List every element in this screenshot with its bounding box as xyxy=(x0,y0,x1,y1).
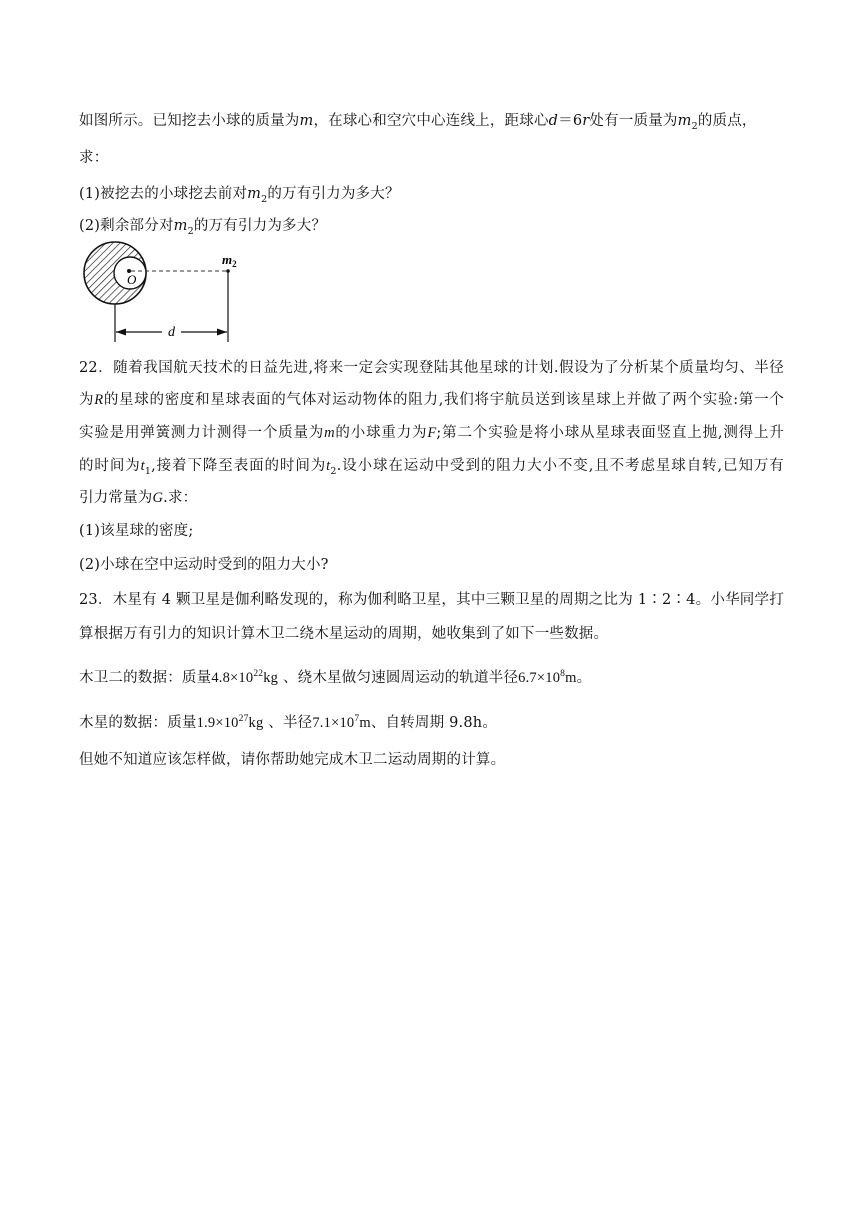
hollow-sphere-figure xyxy=(80,240,250,346)
p23-jupiter-data: 木星的数据：质量$1.9\times 10^{27}kg$ 、半径$7.1\times 10^7m$、自转周期 9.8h。 xyxy=(79,714,498,731)
p21-question-1: (1)被挖去的小球挖去前对$m_2$的万有引力为多大？ xyxy=(79,186,400,205)
p21-question-2: (2)剩余部分对$m_2$的万有引力为多大？ xyxy=(79,218,327,237)
p22-question-2: (2)小球在空中运动时受到的阻力大小? xyxy=(79,557,329,573)
distance-label: d xyxy=(168,325,175,340)
p22-line-1: 22．随着我国航天技术的日益先进,将来一定会实现登陆其他星球的计划.假设为了分析某个质量均匀、半径 xyxy=(79,360,784,376)
p22-line-5: 引力常量为G.求： xyxy=(79,490,198,506)
p23-line-2: 算根据万有引力的知识计算木卫二绕木星运动的周期，她收集到了如下一些数据。 xyxy=(79,626,609,642)
dimension-arrow-right xyxy=(217,329,227,336)
p23-line-1: 23．木星有 4 颗卫星是伽利略发现的，称为伽利略卫星，其中三颗卫星的周期之比为 1∶2∶4。小华同学打 xyxy=(79,592,784,608)
p23-moon-data: 木卫二的数据：质量$4.8\times 10^{22}kg$ 、绕木星做匀速圆周运动的轨道半径$6.7\times 10^8m$。 xyxy=(79,669,592,686)
p22-question-1: (1)该星球的密度; xyxy=(79,523,194,539)
p22-line-3: 实验是用弹簧测力计测得一个质量为m的小球重力为F;第二个实验是将小球从星球表面竖直上抛,测得上升 xyxy=(79,425,784,441)
p21-intro: 如图所示。已知挖去小球的质量为m，在球心和空穴中心连线上，距球心d＝6r处有一质量为$m_2$的质点， xyxy=(79,113,757,132)
center-label: O xyxy=(127,272,137,287)
point-mass-label: $m_2$ xyxy=(222,252,237,269)
dimension-arrow-left xyxy=(116,329,126,336)
p23-closing: 但她不知道应该怎样做，请你帮助她完成木卫二运动周期的计算。 xyxy=(79,752,506,768)
p22-line-2: 为R的星球的密度和星球表面的气体对运动物体的阻力,我们将宇航员送到该星球上并做了两个实验:第一个 xyxy=(79,392,784,408)
p21-ask: 求： xyxy=(79,150,109,166)
p22-line-4: 的时间为$t_1$,接着下降至表面的时间为$t_2$.设小球在运动中受到的阻力大小不变,且不考虑星球自转,已知万有 xyxy=(79,458,784,477)
